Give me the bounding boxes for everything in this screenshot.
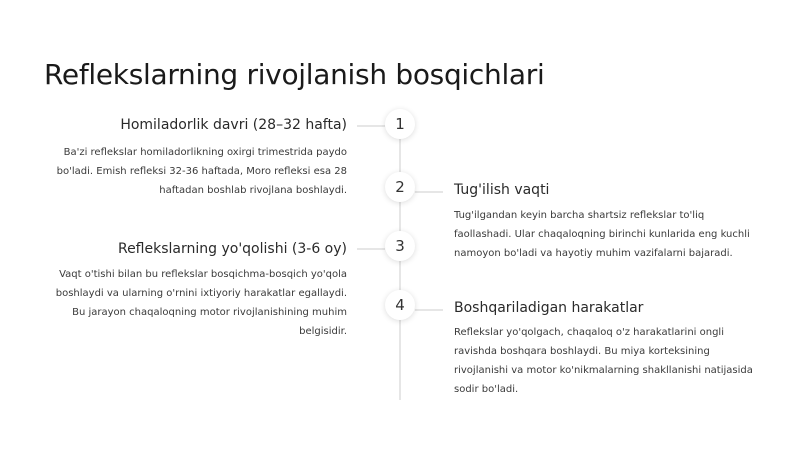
step-description-3: Vaqt o'tishi bilan bu reflekslar bosqichma-bosqich yo'qola boshlaydi va ularning o'rnini ixtiyoriy harakatlar egallaydi. Bu jarayon chaqaloqning motor rivojlanishining muhim belgisidir. [55,269,347,337]
step-description-2: Tug'ilgandan keyin barcha shartsiz reflekslar to'liq faollashadi. Ular chaqaloqning birinchi kunlarida eng kuchli namoyon bo'ladi va hayotiy muhim vazifalarni bajaradi. [454,210,750,259]
step-title-1: Homiladorlik davri (28–32 hafta) [120,117,347,133]
step-title-4: Boshqariladigan harakatlar [454,300,644,316]
page-title: Reflekslarning rivojlanish bosqichlari [44,58,545,91]
step-number-badge-2: 2 [385,172,415,202]
step-number-badge-3: 3 [385,231,415,261]
step-title-3: Reflekslarning yo'qolishi (3-6 oy) [117,241,347,257]
step-number-badge-4: 4 [385,290,415,320]
step-number-badge-1: 1 [385,109,415,139]
connector-2 [415,191,443,193]
connector-1 [357,125,385,127]
connector-3 [357,248,385,250]
step-title-2: Tug'ilish vaqti [454,182,550,198]
connector-4 [415,309,443,311]
step-description-4: Reflekslar yo'qolgach, chaqaloq o'z harakatlarini ongli ravishda boshqara boshlaydi. Bu miya korteksining rivojlanishi va motor ko'nikmalarning shakllanishi natijasida sodir bo'ladi. [454,327,753,395]
step-description-1: Ba'zi reflekslar homiladorlikning oxirgi trimestrida paydo bo'ladi. Emish refleksi 32-36 haftada, Moro refleksi esa 28 haftadan boshlab rivojlana boshlaydi. [56,147,347,196]
